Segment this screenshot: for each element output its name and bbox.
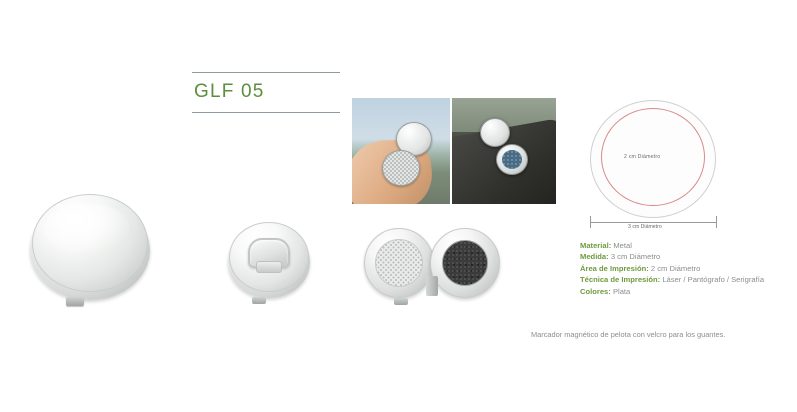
spec-label-area-impresion: Área de Impresión: (580, 263, 649, 273)
velcro-pad-icon (442, 240, 488, 286)
product-caption: Marcador magnético de pelota con velcro para los guantes. (531, 330, 726, 339)
spec-value-medida: 3 cm Diámetro (610, 252, 661, 262)
dimension-tick-right (716, 216, 717, 228)
print-area-inner-label: 2 cm Diámetro (624, 154, 661, 160)
hinge-icon (252, 297, 266, 304)
product-image-closed-large (30, 194, 152, 306)
photo-compact-bottom (496, 144, 528, 175)
photo-in-hand (352, 98, 450, 204)
spec-row-medida (580, 251, 780, 262)
spec-label-medida: Medida: (580, 252, 609, 262)
product-title-block (192, 72, 340, 113)
spec-list (580, 240, 780, 297)
photo-compact-mesh (382, 150, 420, 186)
product-image-open (364, 228, 500, 302)
clip-tab (256, 261, 282, 273)
photo-compact-inner (502, 150, 522, 169)
spec-row-area-impresion (580, 263, 780, 274)
spec-value-colores: Plata (612, 286, 631, 296)
product-image-clip-side (228, 222, 314, 304)
dotted-mesh-icon (375, 239, 423, 287)
title-rule-bottom (192, 112, 340, 113)
photo-compact-top (480, 118, 510, 147)
spec-value-area-impresion: 2 cm Diámetro (650, 263, 701, 273)
hinge-icon (426, 276, 438, 296)
lid-highlight (44, 204, 130, 252)
compact-half-left (364, 228, 434, 298)
compact-half-right (430, 228, 500, 298)
hinge-icon (66, 297, 84, 306)
dimension-line (590, 222, 716, 223)
spec-row-material (580, 240, 780, 251)
spec-value-material: Metal (613, 241, 632, 250)
photo-on-glove (452, 98, 556, 204)
print-area-diagram (580, 100, 748, 228)
product-code: GLF 05 (194, 81, 265, 102)
hinge-bottom-icon (394, 298, 408, 305)
spec-label-material: Material: (580, 241, 612, 250)
title-rule-top (192, 72, 340, 73)
spec-label-tecnica-impresion: Técnica de Impresión: (580, 275, 661, 285)
dimension-tick-left (590, 216, 591, 228)
spec-row-tecnica-impresion (580, 274, 780, 285)
spec-row-colores (580, 286, 780, 297)
dimension-label: 3 cm Diámetro (628, 224, 662, 230)
spec-label-colores: Colores: (580, 286, 611, 296)
spec-value-tecnica-impresion: Láser / Pantógrafo / Serigrafía (662, 275, 765, 285)
